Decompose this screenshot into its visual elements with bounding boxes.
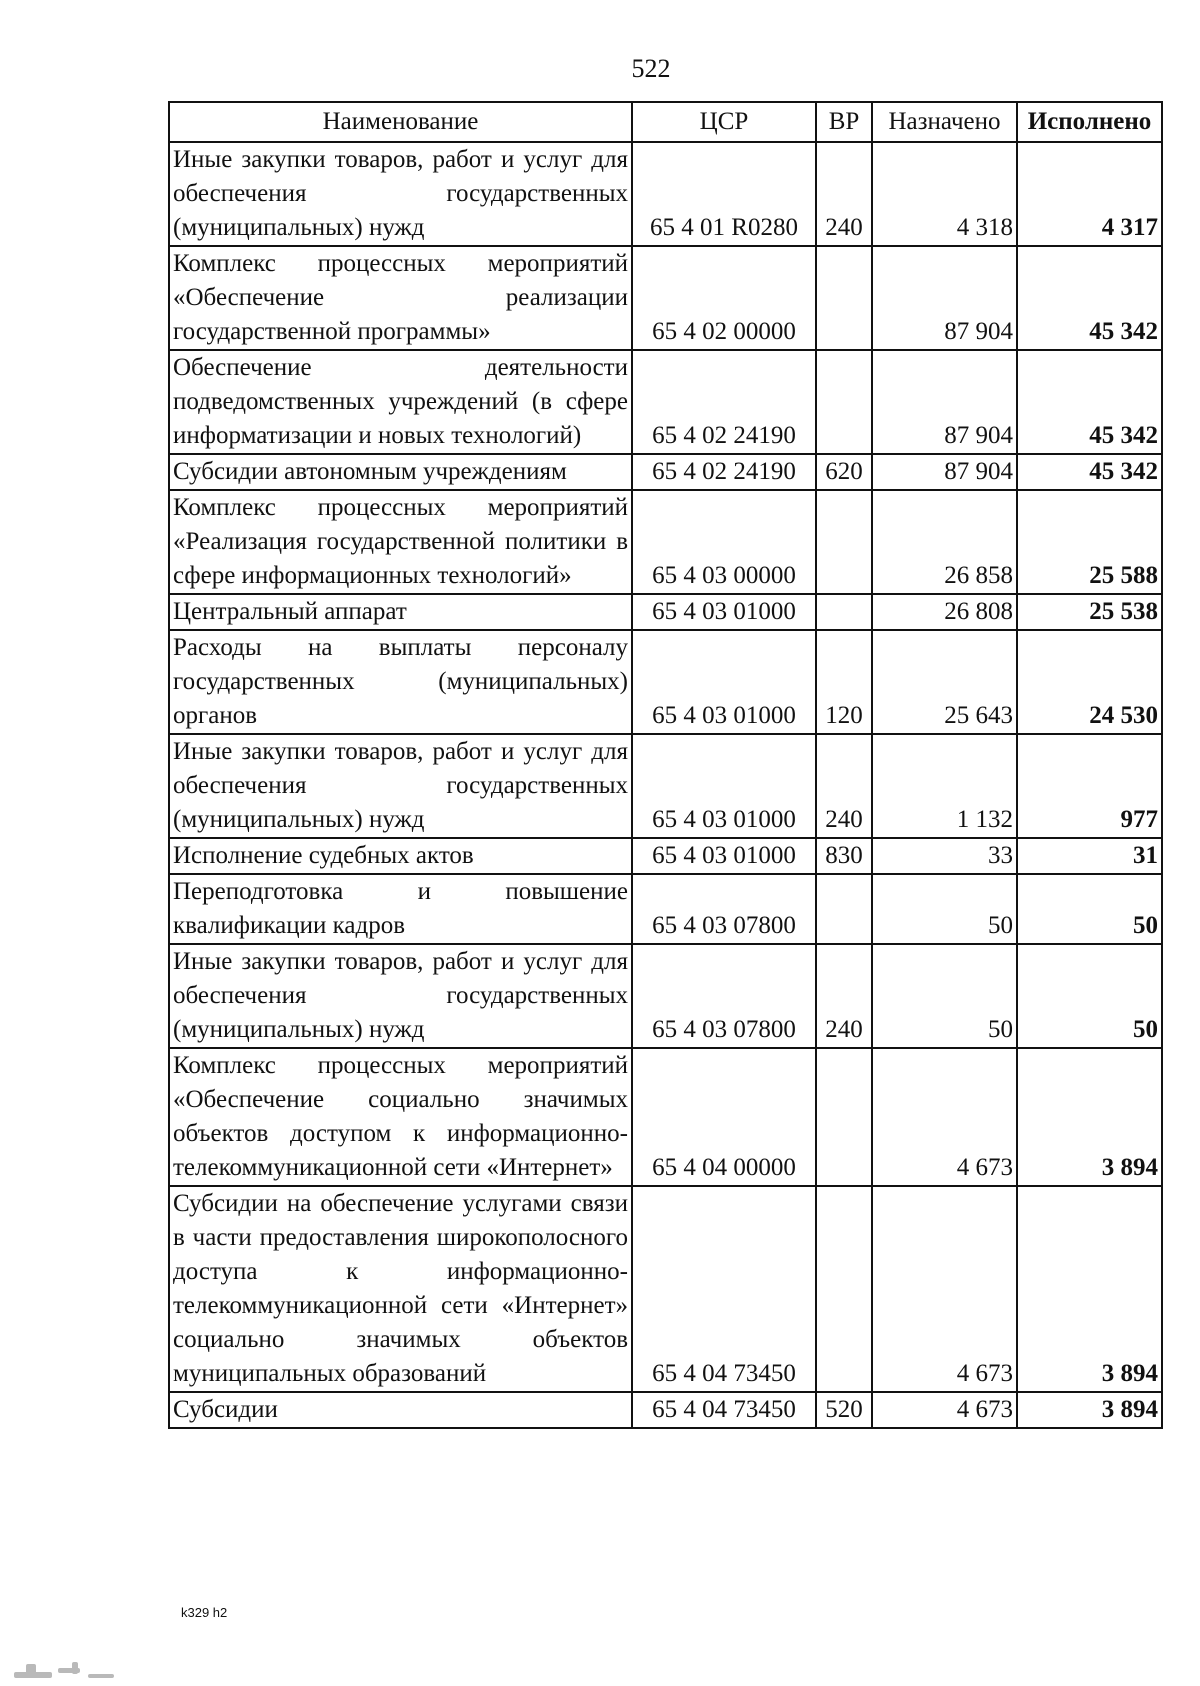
row-name: Комплекс процессных мероприятий «Реализация государственной политики в сфере информационных технологий»	[169, 490, 632, 594]
row-assigned: 1 132	[872, 734, 1017, 838]
row-done: 45 342	[1017, 454, 1162, 490]
row-csr: 65 4 04 73450	[632, 1186, 816, 1392]
row-vr: 520	[816, 1392, 872, 1428]
row-vr	[816, 594, 872, 630]
row-csr: 65 4 02 24190	[632, 454, 816, 490]
row-name: Центральный аппарат	[169, 594, 632, 630]
row-done: 3 894	[1017, 1186, 1162, 1392]
row-name: Комплекс процессных мероприятий «Обеспечение социально значимых объектов доступом к информационно-телекоммуникационной сети «Интернет»	[169, 1048, 632, 1186]
table-row	[169, 246, 1162, 350]
row-csr: 65 4 03 00000	[632, 490, 816, 594]
table-row	[169, 944, 1162, 1048]
row-done: 3 894	[1017, 1048, 1162, 1186]
row-name: Переподготовка и повышение квалификации кадров	[169, 874, 632, 944]
row-vr: 120	[816, 630, 872, 734]
row-csr: 65 4 03 07800	[632, 874, 816, 944]
row-done: 24 530	[1017, 630, 1162, 734]
row-done: 25 588	[1017, 490, 1162, 594]
row-done: 50	[1017, 874, 1162, 944]
row-name: Субсидии автономным учреждениям	[169, 454, 632, 490]
budget-table	[168, 101, 1163, 1429]
table-row	[169, 594, 1162, 630]
row-done: 977	[1017, 734, 1162, 838]
row-done: 3 894	[1017, 1392, 1162, 1428]
row-csr: 65 4 01 R0280	[632, 142, 816, 246]
row-assigned: 25 643	[872, 630, 1017, 734]
row-name: Обеспечение деятельности подведомственных учреждений (в сфере информатизации и новых технологий)	[169, 350, 632, 454]
row-name: Субсидии	[169, 1392, 632, 1428]
row-csr: 65 4 02 24190	[632, 350, 816, 454]
row-assigned: 50	[872, 944, 1017, 1048]
table-row	[169, 350, 1162, 454]
row-assigned: 4 673	[872, 1048, 1017, 1186]
header-vr: ВР	[816, 102, 872, 142]
row-assigned: 87 904	[872, 454, 1017, 490]
header-name: Наименование	[169, 102, 632, 142]
row-csr: 65 4 03 01000	[632, 838, 816, 874]
row-vr	[816, 1186, 872, 1392]
row-csr: 65 4 04 00000	[632, 1048, 816, 1186]
row-name: Субсидии на обеспечение услугами связи в части предоставления широкополосного доступа к информационно-телекоммуникационной сети «Интернет» социально значимых объектов муниципальных образований	[169, 1186, 632, 1392]
row-name: Иные закупки товаров, работ и услуг для обеспечения государственных (муниципальных) нужд	[169, 142, 632, 246]
header-assigned: Назначено	[872, 102, 1017, 142]
row-done: 45 342	[1017, 350, 1162, 454]
row-name: Иные закупки товаров, работ и услуг для обеспечения государственных (муниципальных) нужд	[169, 944, 632, 1048]
row-assigned: 4 673	[872, 1392, 1017, 1428]
row-vr	[816, 350, 872, 454]
row-done: 4 317	[1017, 142, 1162, 246]
table-row	[169, 1186, 1162, 1392]
row-assigned: 26 858	[872, 490, 1017, 594]
table-row	[169, 1048, 1162, 1186]
table-row	[169, 142, 1162, 246]
row-vr	[816, 1048, 872, 1186]
header-csr: ЦСР	[632, 102, 816, 142]
table-header-row	[169, 102, 1162, 142]
footer-code: k329 h2	[181, 1605, 228, 1620]
row-assigned: 4 673	[872, 1186, 1017, 1392]
row-csr: 65 4 03 01000	[632, 594, 816, 630]
row-vr: 240	[816, 734, 872, 838]
row-csr: 65 4 03 01000	[632, 630, 816, 734]
row-vr: 240	[816, 142, 872, 246]
row-csr: 65 4 04 73450	[632, 1392, 816, 1428]
row-vr: 620	[816, 454, 872, 490]
row-assigned: 50	[872, 874, 1017, 944]
row-assigned: 4 318	[872, 142, 1017, 246]
table-row	[169, 874, 1162, 944]
row-name: Иные закупки товаров, работ и услуг для обеспечения государственных (муниципальных) нужд	[169, 734, 632, 838]
table-row	[169, 490, 1162, 594]
row-assigned: 87 904	[872, 246, 1017, 350]
scan-smudge	[0, 1658, 140, 1686]
row-vr	[816, 874, 872, 944]
row-csr: 65 4 03 01000	[632, 734, 816, 838]
table-row	[169, 734, 1162, 838]
row-name: Комплекс процессных мероприятий «Обеспечение реализации государственной программы»	[169, 246, 632, 350]
row-vr	[816, 246, 872, 350]
row-vr: 240	[816, 944, 872, 1048]
row-done: 31	[1017, 838, 1162, 874]
row-csr: 65 4 03 07800	[632, 944, 816, 1048]
row-done: 45 342	[1017, 246, 1162, 350]
row-csr: 65 4 02 00000	[632, 246, 816, 350]
table-row	[169, 630, 1162, 734]
table-row	[169, 454, 1162, 490]
row-vr	[816, 490, 872, 594]
row-assigned: 26 808	[872, 594, 1017, 630]
row-assigned: 87 904	[872, 350, 1017, 454]
table-row	[169, 838, 1162, 874]
row-vr: 830	[816, 838, 872, 874]
page-number: 522	[631, 54, 671, 83]
row-done: 25 538	[1017, 594, 1162, 630]
row-name: Исполнение судебных актов	[169, 838, 632, 874]
row-name: Расходы на выплаты персоналу государственных (муниципальных) органов	[169, 630, 632, 734]
row-done: 50	[1017, 944, 1162, 1048]
table-row	[169, 1392, 1162, 1428]
header-done: Исполнено	[1017, 102, 1162, 142]
row-assigned: 33	[872, 838, 1017, 874]
